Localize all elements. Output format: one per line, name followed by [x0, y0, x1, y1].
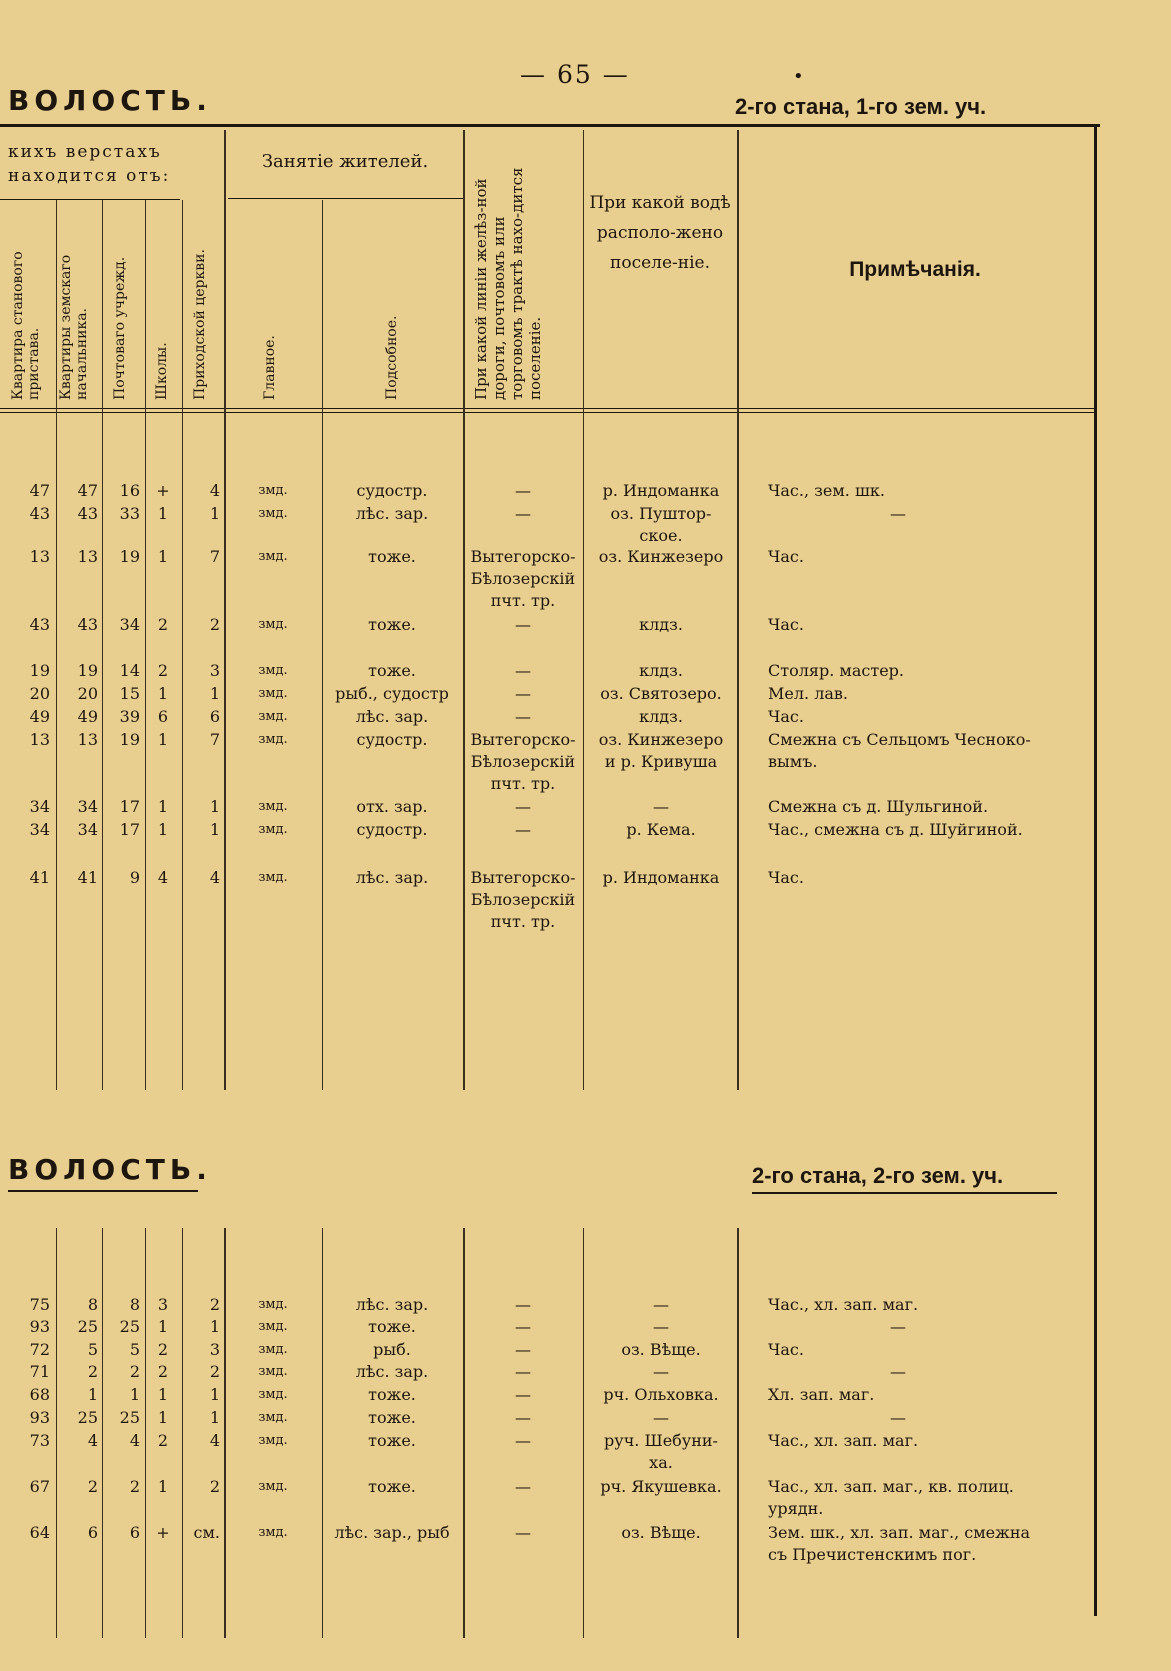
- church-header: Приходской церкви.: [192, 249, 208, 400]
- cell-sec: лѣс. зар., рыб: [334, 1523, 450, 1542]
- cell-water: руч. Шебуни-: [604, 1431, 718, 1450]
- cell-main: змд.: [258, 870, 288, 885]
- cell-main: змд.: [258, 483, 288, 498]
- cell-c1: 41: [29, 868, 50, 887]
- cell-c4: 3: [157, 1295, 169, 1314]
- cell-c4: 1: [157, 547, 169, 566]
- main-header: Главное.: [262, 335, 278, 400]
- cell-c1: 73: [29, 1431, 50, 1450]
- cell-road: —: [515, 1408, 531, 1427]
- occupation-subrule: [228, 198, 464, 199]
- col-line: [737, 130, 739, 1090]
- cell-water: —: [653, 797, 669, 816]
- cell-c5: 3: [209, 1340, 220, 1359]
- cell-road: —: [515, 707, 531, 726]
- cell-c5: 1: [209, 1408, 220, 1427]
- cell-road2: Бѣлозерскій: [470, 752, 576, 771]
- cell-main: змд.: [258, 1297, 288, 1312]
- cell-c5: 4: [209, 481, 220, 500]
- cell-c4: 1: [157, 1477, 169, 1496]
- cell-c2: 13: [77, 547, 98, 566]
- cell-c1: 13: [29, 730, 50, 749]
- cell-sec: тоже.: [368, 661, 416, 680]
- cell-sec: судостр.: [356, 820, 428, 839]
- cell-sec: лѣс. зар.: [355, 707, 429, 726]
- cell-c3: 25: [119, 1317, 140, 1336]
- cell-main: змд.: [258, 799, 288, 814]
- cell-c1: 71: [29, 1362, 50, 1381]
- cell-sec: тоже.: [368, 1431, 416, 1450]
- cell-c5: 1: [209, 684, 220, 703]
- cell-c4: 1: [157, 730, 169, 749]
- cell-sec: тоже.: [368, 1408, 416, 1427]
- cell-water2: и р. Кривуша: [604, 752, 718, 771]
- cell-c5: 4: [209, 1431, 220, 1450]
- cell-water: клдз.: [639, 615, 683, 634]
- col-line: [224, 130, 226, 1090]
- cell-c3: 19: [119, 730, 140, 749]
- cell-main: змд.: [258, 1364, 288, 1379]
- cell-road: —: [515, 1385, 531, 1404]
- page-number: — 65 —: [520, 60, 630, 89]
- cell-c2: 13: [77, 730, 98, 749]
- cell-c1: 47: [29, 481, 50, 500]
- cell-road: —: [515, 684, 531, 703]
- cell-c1: 20: [29, 684, 50, 703]
- zemsky-quarters-header: Квартиры земскаго начальника.: [58, 254, 90, 400]
- cell-road: Вытегорско-: [470, 547, 576, 566]
- cell-road3: пчт. тр.: [490, 591, 556, 610]
- cell-note: Смежна съ д. Шульгиной.: [768, 797, 989, 816]
- cell-water: клдз.: [639, 661, 683, 680]
- cell-note: Час.: [768, 868, 804, 887]
- cell-sec: рыб., судостр: [335, 684, 449, 703]
- cell-c3: 8: [129, 1295, 140, 1314]
- cell-c4: 1: [157, 1385, 169, 1404]
- cell-c4: 1: [157, 1317, 169, 1336]
- cell-c5: 1: [209, 1317, 220, 1336]
- cell-c4: 2: [157, 1431, 169, 1450]
- cell-road: Вытегорско-: [470, 868, 576, 887]
- cell-c3: 2: [129, 1477, 140, 1496]
- cell-sec: тоже.: [368, 1385, 416, 1404]
- cell-water2: ское.: [639, 526, 683, 545]
- cell-main: змд.: [258, 549, 288, 564]
- cell-sec: рыб.: [373, 1340, 411, 1359]
- schools-header: Школы.: [154, 342, 170, 400]
- right-border: [1094, 126, 1097, 1616]
- cell-road: —: [515, 820, 531, 839]
- cell-c3: 5: [129, 1340, 140, 1359]
- cell-road: —: [515, 1362, 531, 1381]
- cell-sec: тоже.: [368, 615, 416, 634]
- cell-note: Мел. лав.: [768, 684, 848, 703]
- cell-c1: 34: [29, 797, 50, 816]
- cell-c2: 8: [87, 1295, 98, 1314]
- cell-c2: 34: [77, 820, 98, 839]
- cell-c2: 2: [87, 1362, 98, 1381]
- cell-water: р. Индоманка: [602, 868, 720, 887]
- cell-c2: 19: [77, 661, 98, 680]
- cell-road: —: [515, 1477, 531, 1496]
- cell-c2: 49: [77, 707, 98, 726]
- cell-c3: 34: [119, 615, 140, 634]
- cell-c2: 47: [77, 481, 98, 500]
- section1-district: 2-го стана, 1-го зем. уч.: [735, 94, 987, 119]
- col-line: [737, 1228, 739, 1638]
- cell-c4: +: [156, 1523, 170, 1542]
- cell-note: —: [890, 504, 906, 523]
- cell-note: Час., хл. зап. маг.: [768, 1295, 919, 1314]
- cell-c3: 2: [129, 1362, 140, 1381]
- cell-note: Час., смежна съ д. Шуйгиной.: [768, 820, 1023, 839]
- col-line: [56, 200, 57, 1090]
- cell-c4: 2: [157, 661, 169, 680]
- cell-water: —: [653, 1317, 669, 1336]
- cell-road: —: [515, 1431, 531, 1450]
- col-line: [145, 200, 146, 1090]
- col-line: [56, 1228, 57, 1638]
- cell-c5: см.: [193, 1523, 220, 1542]
- cell-road: —: [515, 481, 531, 500]
- col-line: [583, 130, 584, 1090]
- cell-sec: лѣс. зар.: [355, 504, 429, 523]
- notes-header: Примѣчанія.: [849, 258, 981, 281]
- cell-main: змд.: [258, 1525, 288, 1540]
- distance-group-header: кихъ верстахъ находится отъ:: [8, 142, 171, 186]
- cell-main: змд.: [258, 686, 288, 701]
- cell-c3: 14: [119, 661, 140, 680]
- cell-c4: +: [156, 481, 170, 500]
- cell-road: —: [515, 661, 531, 680]
- cell-c3: 15: [119, 684, 140, 703]
- cell-main: змд.: [258, 617, 288, 632]
- cell-note: Час., хл. зап. маг., кв. полиц.: [768, 1477, 1014, 1496]
- cell-c5: 2: [209, 1295, 220, 1314]
- cell-water: рч. Якушевка.: [600, 1477, 722, 1496]
- section1-title: ВОЛОСТЬ.: [8, 84, 212, 117]
- cell-main: змд.: [258, 732, 288, 747]
- cell-road: —: [515, 1340, 531, 1359]
- cell-c3: 17: [119, 797, 140, 816]
- cell-sec: тоже.: [368, 547, 416, 566]
- cell-c2: 41: [77, 868, 98, 887]
- cell-c5: 1: [209, 820, 220, 839]
- cell-c1: 64: [29, 1523, 50, 1542]
- cell-c5: 3: [209, 661, 220, 680]
- cell-c2: 1: [87, 1385, 98, 1404]
- cell-c3: 33: [119, 504, 140, 523]
- cell-c4: 2: [157, 1340, 169, 1359]
- cell-c5: 1: [209, 1385, 220, 1404]
- col-line: [145, 1228, 146, 1638]
- cell-c1: 93: [29, 1408, 50, 1427]
- cell-sec: судостр.: [356, 481, 428, 500]
- cell-c4: 1: [157, 684, 169, 703]
- top-rule: [0, 124, 1100, 127]
- cell-water: оз. Вѣще.: [621, 1523, 701, 1542]
- cell-road: Вытегорско-: [470, 730, 576, 749]
- cell-sec: лѣс. зар.: [355, 1295, 429, 1314]
- cell-note2: съ Пречистенскимъ пог.: [768, 1545, 977, 1564]
- cell-main: змд.: [258, 1433, 288, 1448]
- cell-water: —: [653, 1362, 669, 1381]
- cell-c3: 39: [119, 707, 140, 726]
- cell-note: Смежна съ Сельцомъ Чесноко-: [768, 730, 1031, 749]
- cell-water: р. Кема.: [626, 820, 696, 839]
- cell-note: Зем. шк., хл. зап. маг., смежна: [768, 1523, 1031, 1542]
- col-line: [182, 1228, 183, 1638]
- cell-road2: Бѣлозерскій: [470, 890, 576, 909]
- cell-c5: 1: [209, 797, 220, 816]
- cell-water: —: [653, 1295, 669, 1314]
- cell-c1: 93: [29, 1317, 50, 1336]
- col-line: [224, 1228, 226, 1638]
- cell-water: —: [653, 1408, 669, 1427]
- cell-road: —: [515, 797, 531, 816]
- cell-road2: Бѣлозерскій: [470, 569, 576, 588]
- col-line: [182, 200, 183, 1090]
- cell-c1: 43: [29, 504, 50, 523]
- cell-water: рч. Ольховка.: [603, 1385, 719, 1404]
- cell-c4: 2: [157, 615, 169, 634]
- cell-c2: 34: [77, 797, 98, 816]
- cell-c2: 20: [77, 684, 98, 703]
- cell-c3: 25: [119, 1408, 140, 1427]
- cell-c5: 2: [209, 615, 220, 634]
- cell-main: змд.: [258, 506, 288, 521]
- cell-road: —: [515, 1317, 531, 1336]
- cell-c4: 2: [157, 1362, 169, 1381]
- cell-c2: 43: [77, 504, 98, 523]
- distance-subrule: [0, 199, 180, 200]
- ink-dot: •: [793, 66, 804, 87]
- cell-note: Час., зем. шк.: [768, 481, 885, 500]
- cell-c5: 2: [209, 1362, 220, 1381]
- cell-water: оз. Святозеро.: [600, 684, 722, 703]
- cell-c2: 5: [87, 1340, 98, 1359]
- cell-c3: 1: [129, 1385, 140, 1404]
- cell-sec: судостр.: [356, 730, 428, 749]
- cell-road3: пчт. тр.: [490, 774, 556, 793]
- cell-c5: 7: [209, 730, 220, 749]
- cell-road: —: [515, 1523, 531, 1542]
- cell-note2: вымъ.: [768, 752, 818, 771]
- cell-water: р. Индоманка: [602, 481, 720, 500]
- cell-c3: 6: [129, 1523, 140, 1542]
- cell-sec: тоже.: [368, 1477, 416, 1496]
- cell-note: Час.: [768, 1340, 804, 1359]
- cell-c5: 4: [209, 868, 220, 887]
- cell-main: змд.: [258, 1342, 288, 1357]
- cell-c1: 68: [29, 1385, 50, 1404]
- cell-c1: 13: [29, 547, 50, 566]
- section2-district: 2-го стана, 2-го зем. уч.: [752, 1163, 1004, 1188]
- col-line: [583, 1228, 584, 1638]
- cell-sec: лѣс. зар.: [355, 868, 429, 887]
- cell-c5: 6: [209, 707, 220, 726]
- section2-title-underline: [8, 1190, 198, 1192]
- cell-c2: 2: [87, 1477, 98, 1496]
- cell-c4: 6: [157, 707, 169, 726]
- cell-note: Хл. зап. маг.: [768, 1385, 875, 1404]
- cell-c4: 1: [157, 1408, 169, 1427]
- road-header: При какой линіи желѣз-ной дороги, почтовомъ или торговомъ трактѣ нахо-дится поселеніе.: [472, 167, 544, 400]
- cell-c1: 72: [29, 1340, 50, 1359]
- cell-c2: 6: [87, 1523, 98, 1542]
- cell-c2: 4: [87, 1431, 98, 1450]
- cell-water: оз. Кинжезеро: [598, 730, 724, 749]
- water-header: При какой водѣ располо-жено поселе-ніе.: [589, 193, 731, 273]
- cell-c4: 1: [157, 797, 169, 816]
- cell-c3: 16: [119, 481, 140, 500]
- cell-note: —: [890, 1362, 906, 1381]
- cell-note: Столяр. мастер.: [768, 661, 904, 680]
- cell-c1: 43: [29, 615, 50, 634]
- cell-c5: 1: [209, 504, 220, 523]
- cell-c1: 49: [29, 707, 50, 726]
- header-rule-1: [0, 408, 1095, 409]
- cell-note: —: [890, 1317, 906, 1336]
- cell-c2: 43: [77, 615, 98, 634]
- cell-main: змд.: [258, 709, 288, 724]
- cell-sec: тоже.: [368, 1317, 416, 1336]
- cell-road: —: [515, 504, 531, 523]
- section2-title: ВОЛОСТЬ.: [8, 1153, 212, 1186]
- cell-note: Час.: [768, 547, 804, 566]
- cell-sec: лѣс. зар.: [355, 1362, 429, 1381]
- cell-road: —: [515, 1295, 531, 1314]
- cell-c5: 2: [209, 1477, 220, 1496]
- cell-c3: 19: [119, 547, 140, 566]
- cell-water: клдз.: [639, 707, 683, 726]
- cell-main: змд.: [258, 1410, 288, 1425]
- cell-main: змд.: [258, 663, 288, 678]
- cell-c4: 1: [157, 504, 169, 523]
- cell-c1: 75: [29, 1295, 50, 1314]
- header-rule-2: [0, 412, 1095, 413]
- cell-c4: 1: [157, 820, 169, 839]
- cell-note2: урядн.: [768, 1499, 824, 1518]
- cell-c3: 17: [119, 820, 140, 839]
- cell-water: оз. Вѣще.: [621, 1340, 701, 1359]
- cell-c5: 7: [209, 547, 220, 566]
- cell-c1: 34: [29, 820, 50, 839]
- cell-note: —: [890, 1408, 906, 1427]
- cell-sec: отх. зар.: [356, 797, 428, 816]
- cell-main: змд.: [258, 1319, 288, 1334]
- secondary-header: Подсобное.: [384, 315, 400, 400]
- cell-c3: 4: [129, 1431, 140, 1450]
- cell-main: змд.: [258, 1479, 288, 1494]
- cell-note: Час., хл. зап. маг.: [768, 1431, 919, 1450]
- cell-c1: 67: [29, 1477, 50, 1496]
- cell-water: оз. Кинжезеро: [598, 547, 724, 566]
- cell-road: —: [515, 615, 531, 634]
- stan-quarters-header: Квартира станового пристава.: [10, 251, 42, 400]
- cell-main: змд.: [258, 822, 288, 837]
- cell-c3: 9: [129, 868, 140, 887]
- cell-main: змд.: [258, 1387, 288, 1402]
- cell-c2: 25: [77, 1408, 98, 1427]
- cell-road3: пчт. тр.: [490, 912, 556, 931]
- section2-district-underline: [752, 1192, 1057, 1194]
- col-line: [322, 200, 323, 1090]
- cell-c4: 4: [157, 868, 169, 887]
- post-header: Почтоваго учрежд.: [112, 256, 128, 400]
- cell-c1: 19: [29, 661, 50, 680]
- cell-note: Час.: [768, 707, 804, 726]
- cell-water: оз. Пуштор-: [610, 504, 712, 523]
- col-line: [102, 200, 103, 1090]
- cell-water2: ха.: [649, 1453, 673, 1472]
- cell-c2: 25: [77, 1317, 98, 1336]
- cell-note: Час.: [768, 615, 804, 634]
- occupation-header: Занятіе жителей.: [261, 151, 429, 172]
